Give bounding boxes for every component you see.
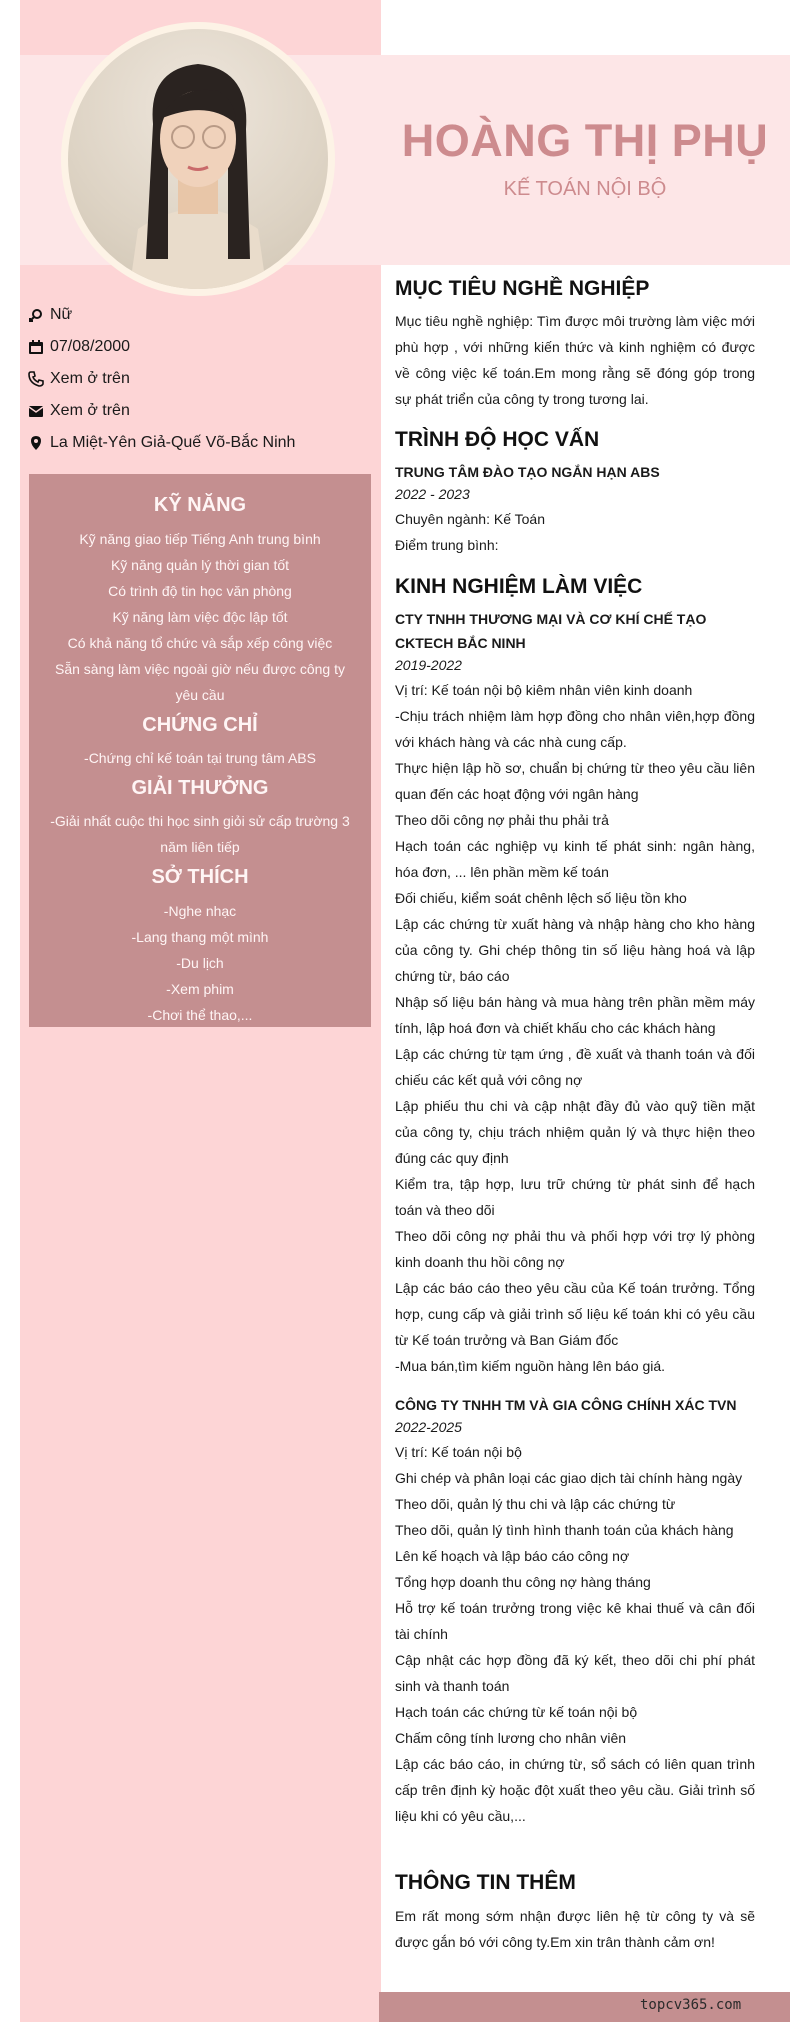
job-line: Chấm công tính lương cho nhân viên [395, 1730, 627, 1746]
contact-gender [28, 306, 72, 324]
education-period: 2022 - 2023 [395, 486, 470, 502]
job-line: Lập các báo cáo theo yêu cầu của Kế toán trưởng. Tổng hợp, cung cấp và giải trình số liệu kế toán khi có yêu cầu từ Kế toán trưởng và Ban Giám đốc [395, 1280, 755, 1348]
job-line: Theo dõi công nợ phải thu và phối hợp với trợ lý phòng kinh doanh thu hồi công nợ [395, 1228, 755, 1270]
location-pin-icon [28, 435, 44, 451]
skill-item: Kỹ năng giao tiếp Tiếng Anh trung bình [79, 531, 321, 547]
objective-heading: MỤC TIÊU NGHỀ NGHIỆP [395, 277, 650, 300]
job-line: Thực hiện lập hồ sơ, chuẩn bị chứng từ theo yêu cầu liên quan đến các hoạt động với ngân hàng [395, 760, 755, 802]
contact-birthday [28, 338, 130, 356]
skills-heading: KỸ NĂNG [153, 494, 247, 516]
hobbies-heading: SỞ THÍCH [151, 866, 249, 888]
hobby-item: -Chơi thể thao,... [147, 1007, 253, 1023]
skill-item: Kỹ năng làm việc độc lập tốt [112, 609, 288, 625]
skill-item: Có khả năng tổ chức và sắp xếp công việc [67, 635, 333, 651]
additional-heading: THÔNG TIN THÊM [395, 1871, 576, 1894]
experience-heading: KINH NGHIỆM LÀM VIỆC [395, 575, 643, 598]
job-line: Vị trí: Kế toán nội bộ [395, 1444, 522, 1460]
hobby-item: -Lang thang một mình [131, 929, 269, 945]
job-line: Nhập số liệu bán hàng và mua hàng trên phần mềm máy tính, lập hoá đơn và chiết khấu cho các khách hàng [395, 994, 755, 1036]
job-line: Lập phiếu thu chi và cập nhật đầy đủ vào quỹ tiền mặt của công ty, chịu trách nhiệm quản lý và thực hiện theo đúng các quy định [395, 1098, 755, 1166]
education-heading: TRÌNH ĐỘ HỌC VẤN [395, 428, 600, 451]
job-line: Kiểm tra, tập hợp, lưu trữ chứng từ phát sinh để hạch toán và theo dõi [395, 1176, 755, 1218]
contact-email [28, 402, 130, 420]
job-line: -Chịu trách nhiệm làm hợp đồng cho nhân viên,hợp đồng với khách hàng và các nhà cung cấp. [395, 708, 755, 750]
certificate-item: -Chứng chỉ kế toán tại trung tâm ABS [84, 750, 316, 766]
contact-text: La Miệt-Yên Giả-Quế Võ-Bắc Ninh [50, 434, 296, 451]
job-line: Theo dõi công nợ phải thu phải trả [395, 812, 609, 828]
contact-phone [28, 370, 130, 388]
job-period: 2022-2025 [395, 1419, 462, 1435]
job-line: Lập các báo cáo, in chứng từ, sổ sách có liên quan trình cấp trên định kỳ hoặc đột xuất theo yêu cầu. Giải trình số liệu khi có yêu cầu,... [395, 1756, 755, 1824]
hobby-item: -Nghe nhạc [163, 903, 237, 919]
job-line: Lập các chứng từ xuất hàng và nhập hàng cho kho hàng của công ty. Ghi chép thông tin số liệu hàng hoá và lập chứng từ, báo cáo [395, 916, 755, 984]
education-grade: Điểm trung bình: [395, 537, 499, 553]
job-line: Lên kế hoạch và lập báo cáo công nợ [395, 1548, 630, 1564]
job-line: Vị trí: Kế toán nội bộ kiêm nhân viên kinh doanh [395, 682, 693, 698]
skill-item: Có trình độ tin học văn phòng [108, 583, 292, 599]
skill-item: yêu cầu [175, 687, 225, 703]
job-line: Hỗ trợ kế toán trưởng trong việc kê khai thuế và cân đối tài chính [395, 1600, 755, 1642]
job-line: Theo dõi, quản lý tình hình thanh toán của khách hàng [395, 1522, 734, 1538]
contact-text: Xem ở trên [50, 402, 130, 419]
job-line: Ghi chép và phân loại các giao dịch tài chính hàng ngày [395, 1470, 743, 1486]
award-item: -Giải nhất cuộc thi học sinh giỏi sử cấp trường 3 [50, 813, 350, 829]
certificates-heading: CHỨNG CHỈ [142, 714, 258, 736]
calendar-icon [28, 339, 44, 355]
skill-item: Kỹ năng quản lý thời gian tốt [110, 557, 290, 573]
hobby-item: -Xem phim [166, 981, 234, 997]
job-line: Hạch toán các nghiệp vụ kinh tế phát sinh: ngân hàng, hóa đơn, ... lên phần mềm kế toán [395, 838, 755, 880]
contact-address [28, 434, 295, 452]
job-company: CÔNG TY TNHH TM VÀ GIA CÔNG CHÍNH XÁC TVN [395, 1397, 737, 1413]
job-line: Hạch toán các chứng từ kế toán nội bộ [395, 1704, 638, 1720]
gender-icon [28, 307, 44, 323]
objective-text: Mục tiêu nghề nghiệp: Tìm được môi trường làm việc mới phù hợp , với những kiến thức và kinh nghiệm có được về công việc kế toán.Em mong rằng sẽ đóng góp trong sự phát triển của công ty trong tương lai. [395, 313, 755, 407]
job-company: CTY TNHH THƯƠNG MẠI VÀ CƠ KHÍ CHẾ TẠO CKTECH BẮC NINH [395, 611, 707, 651]
job-line: Tổng hợp doanh thu công nợ hàng tháng [395, 1574, 651, 1590]
job-line: Theo dõi, quản lý thu chi và lập các chứng từ [395, 1496, 676, 1512]
job-period: 2019-2022 [395, 657, 462, 673]
job-line: Cập nhật các hợp đồng đã ký kết, theo dõi chi phí phát sinh và thanh toán [395, 1652, 755, 1694]
contact-text: Xem ở trên [50, 370, 130, 387]
contact-text: 07/08/2000 [50, 338, 131, 355]
skills-panel [29, 474, 371, 1027]
additional-text: Em rất mong sớm nhận được liên hệ từ công ty và sẽ được gắn bó với công ty.Em xin trân thành cảm ơn! [395, 1908, 755, 1950]
job-title: KẾ TOÁN NỘI BỘ [503, 178, 667, 200]
job-line: Đối chiếu, kiểm soát chênh lệch số liệu tồn kho [395, 890, 687, 906]
contact-text: Nữ [50, 306, 73, 323]
job-line: Lập các chứng từ tạm ứng , đề xuất và thanh toán và đối chiếu các kết quả với công nợ [395, 1046, 755, 1088]
profile-photo [68, 29, 328, 289]
job-line: -Mua bán,tìm kiếm nguồn hàng lên báo giá. [395, 1358, 666, 1374]
candidate-name: HOÀNG THỊ PHỤ [401, 115, 769, 166]
awards-heading: GIẢI THƯỞNG [131, 777, 269, 799]
award-item: năm liên tiếp [160, 839, 240, 855]
education-school: TRUNG TÂM ĐÀO TẠO NGẮN HẠN ABS [395, 464, 660, 480]
education-major: Chuyên ngành: Kế Toán [395, 511, 545, 527]
hobby-item: -Du lịch [176, 955, 224, 971]
phone-icon [28, 371, 44, 387]
watermark: topcv365.com [640, 1997, 742, 2013]
skill-item: Sẵn sàng làm việc ngoài giờ nếu được công ty [54, 661, 345, 677]
email-icon [28, 403, 44, 419]
